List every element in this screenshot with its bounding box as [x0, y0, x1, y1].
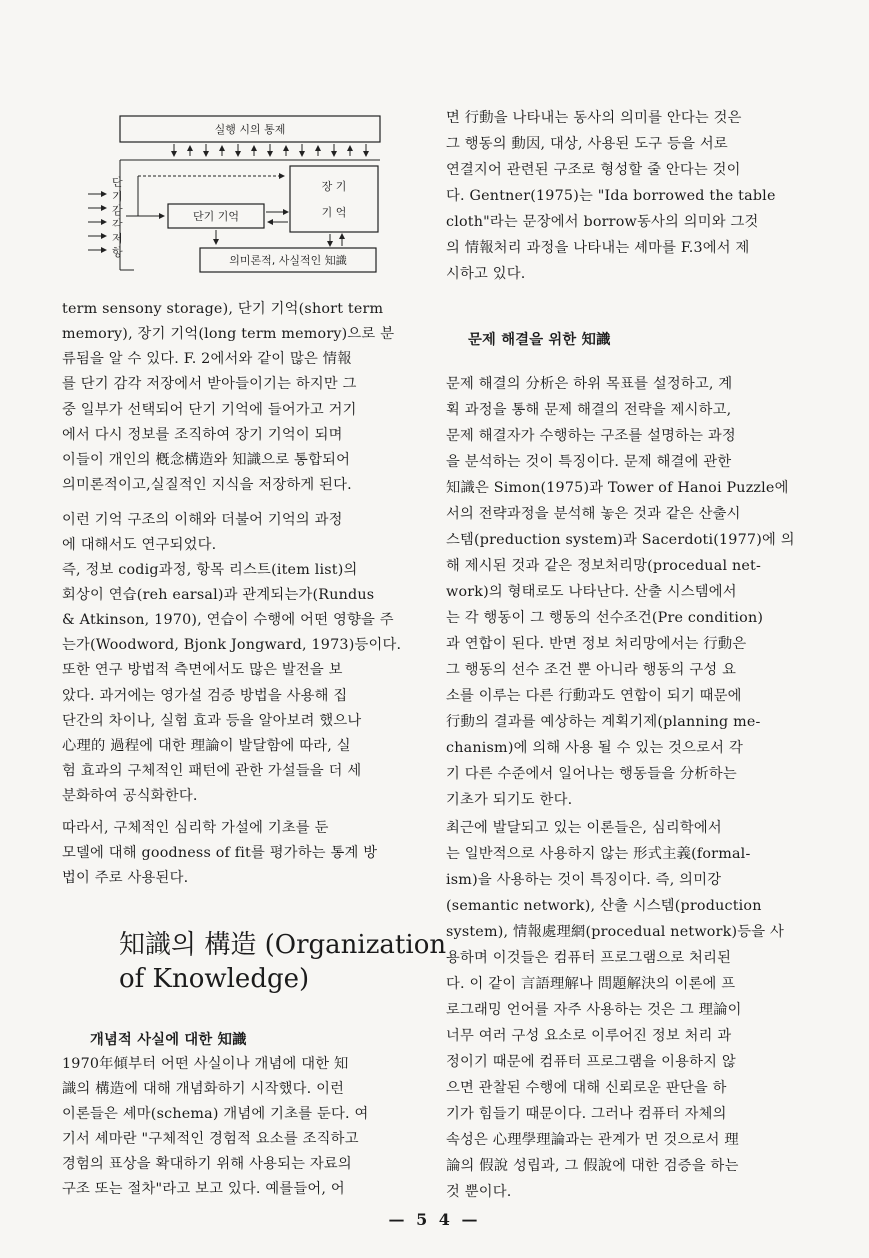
long-term-label-1: 장 기 — [321, 180, 347, 193]
left-line: 를 단기 감각 저장에서 받아들이기는 하지만 그 — [62, 376, 357, 392]
left-line: 험 효과의 구체적인 패턴에 관한 가설들을 더 세 — [62, 763, 362, 779]
sensory-char-4: 저 — [112, 232, 123, 245]
right-line: 과 연합이 된다. 반면 정보 처리망에서는 行動은 — [446, 636, 747, 652]
long-term-label-2: 기 억 — [321, 206, 347, 219]
right-line: 의 情報처리 과정을 나타내는 셰마를 F.3에서 제 — [446, 240, 750, 256]
left-line: 즉, 정보 codig과정, 항목 리스트(item list)의 — [62, 562, 358, 578]
right-line: 시하고 있다. — [446, 266, 526, 282]
right-line: 소를 이루는 다른 行動과도 연합이 되기 때문에 — [446, 688, 742, 704]
left-line: 구조 또는 절차"라고 보고 있다. 예를들어, 어 — [62, 1181, 345, 1197]
right-line: 문제 해결의 分析은 하위 목표를 설정하고, 계 — [446, 376, 733, 392]
right-line: 면 行動을 나타내는 동사의 의미를 안다는 것은 — [446, 110, 742, 126]
left-line: 류됨을 알 수 있다. F. 2에서와 같이 많은 情報 — [62, 351, 352, 367]
right-line: 다. 이 같이 言語理解나 問題解決의 이론에 프 — [446, 976, 736, 992]
left-line: 에서 다시 정보를 조직하여 장기 기억이 되며 — [62, 427, 343, 443]
left-line: 경험의 표상을 확대하기 위해 사용되는 자료의 — [62, 1156, 352, 1172]
left-line: 의미론적이고,실질적인 지식을 저장하게 된다. — [62, 477, 352, 493]
right-line: 行動의 결과를 예상하는 계획기제(planning me- — [446, 714, 761, 730]
sensory-char-5: 항 — [112, 246, 123, 259]
right-line: 해 제시된 것과 같은 정보처리망(procedual net- — [446, 558, 762, 574]
right-line: work)의 형태로도 나타난다. 산출 시스템에서 — [446, 584, 737, 600]
input-arrows — [88, 194, 106, 250]
right-line: ism)을 사용하는 것이 특징이다. 즉, 의미강 — [446, 872, 722, 888]
left-line: 또한 연구 방법적 측면에서도 많은 발전을 보 — [62, 662, 343, 678]
right-line: 너무 여러 구성 요소로 이루어진 정보 처리 과 — [446, 1028, 732, 1044]
sensory-char-0: 단 — [112, 176, 123, 189]
left-line: 心理的 過程에 대한 理論이 발달함에 따라, 실 — [62, 738, 351, 754]
left-line: 았다. 과거에는 영가설 검증 방법을 사용해 집 — [62, 688, 348, 704]
sensory-char-2: 감 — [112, 204, 123, 217]
left-line: memory), 장기 기억(long term memory)으로 분 — [62, 326, 395, 342]
section-title-line-2: of Knowledge) — [119, 964, 310, 994]
right-line: 는 일반적으로 사용하지 않는 形式主義(formal- — [446, 846, 751, 862]
left-line: 중 일부가 선택되어 단기 기억에 들어가고 거기 — [62, 402, 357, 418]
right-line: 서의 전략과정을 분석해 놓은 것과 같은 산출시 — [446, 506, 741, 522]
left-line: 이론들은 셰마(schema) 개념에 기초를 둔다. 여 — [62, 1106, 369, 1122]
right-line: system), 情報處理網(procedual network)등을 사 — [446, 924, 785, 940]
right-line: 는 각 행동이 그 행동의 선수조건(Pre condition) — [446, 610, 764, 626]
left-line: 따라서, 구체적인 심리학 가설에 기초를 둔 — [62, 820, 329, 836]
right-line: cloth"라는 문장에서 borrow동사의 의미와 그것 — [446, 214, 759, 230]
left-line: 단간의 차이나, 실험 효과 등을 알아보려 했으나 — [62, 713, 362, 729]
right-line: 知識은 Simon(1975)과 Tower of Hanoi Puzzle에 — [446, 480, 789, 496]
sensory-char-1: 기 — [112, 190, 123, 203]
left-line: term sensony storage), 단기 기억(short term — [62, 301, 384, 317]
right-line: 으면 관찰된 수행에 대해 신뢰로운 판단을 하 — [446, 1080, 727, 1096]
section-title-line-1: 知識의 構造 (Organization — [119, 930, 447, 960]
right-line: 문제 해결자가 수행하는 구조를 설명하는 과정 — [446, 428, 736, 444]
control-box-label: 실행 시의 통제 — [214, 123, 286, 136]
left-line: 기서 셰마란 "구체적인 경험적 요소를 조직하고 — [62, 1131, 359, 1147]
left-line: 는가(Woodword, Bjonk Jongward, 1973)등이다. — [62, 637, 402, 653]
subheading-problem-solving-knowledge: 문제 해결을 위한 知識 — [468, 332, 611, 348]
right-line: 것 뿐이다. — [446, 1184, 512, 1200]
sensory-char-3: 각 — [112, 218, 123, 231]
right-line: 최근에 발달되고 있는 이론들은, 심리학에서 — [446, 820, 722, 836]
left-line: 모델에 대해 goodness of fit를 평가하는 통계 방 — [62, 845, 378, 861]
subheading-conceptual-knowledge: 개념적 사실에 대한 知識 — [90, 1032, 247, 1048]
long-term-box — [290, 166, 378, 232]
page-number: — 5 4 — — [388, 1210, 481, 1229]
right-line: 그 행동의 선수 조건 뿐 아니라 행동의 구성 요 — [446, 662, 737, 678]
right-line: 스템(preduction system)과 Sacerdoti(1977)에 의 — [446, 532, 795, 548]
right-line: 을 분석하는 것이 특징이다. 문제 해결에 관한 — [446, 454, 732, 470]
short-term-label: 단기 기억 — [192, 210, 240, 223]
right-line: 정이기 때문에 컴퓨터 프로그램을 이용하지 않 — [446, 1054, 736, 1070]
left-line: 법이 주로 사용된다. — [62, 870, 189, 886]
left-line: 분화하여 공식화한다. — [62, 788, 198, 804]
right-line: 論의 假說 성립과, 그 假說에 대한 검증을 하는 — [446, 1158, 739, 1174]
right-line: 속성은 心理學理論과는 관계가 먼 것으로서 理 — [446, 1132, 739, 1148]
left-line: 회상이 연습(reh earsal)과 관계되는가(Rundus — [62, 587, 375, 603]
semantic-label: 의미론적, 사실적인 知識 — [229, 254, 347, 267]
right-line: 용하며 이것들은 컴퓨터 프로그램으로 처리된 — [446, 950, 732, 966]
left-line: 識의 構造에 대해 개념화하기 시작했다. 이런 — [62, 1081, 345, 1097]
right-line: 기가 힘들기 때문이다. 그러나 컴퓨터 자체의 — [446, 1106, 727, 1122]
left-line: 이들이 개인의 槪念構造와 知識으로 통합되어 — [62, 452, 351, 468]
left-line: & Atkinson, 1970), 연습이 수행에 어떤 영향을 주 — [62, 612, 394, 628]
right-line: 연결지어 관련된 구조로 형성할 줄 안다는 것이 — [446, 162, 741, 178]
control-arrows — [174, 144, 366, 156]
memory-structure-diagram — [84, 110, 384, 290]
left-line: 이런 기억 구조의 이해와 더불어 기억의 과정 — [62, 512, 343, 528]
right-line: 그 행동의 動因, 대상, 사용된 도구 등을 서로 — [446, 136, 728, 152]
right-line: chanism)에 의해 사용 될 수 있는 것으로서 각 — [446, 740, 743, 756]
left-line: 1970年傾부터 어떤 사실이나 개념에 대한 知 — [62, 1056, 349, 1072]
right-line: 로그래밍 언어를 자주 사용하는 것은 그 理論이 — [446, 1002, 742, 1018]
right-line: (semantic network), 산출 시스템(production — [446, 898, 762, 914]
right-line: 기초가 되기도 한다. — [446, 792, 573, 808]
right-line: 다. Gentner(1975)는 "Ida borrowed the table — [446, 188, 776, 204]
right-line: 기 다른 수준에서 일어나는 행동들을 分析하는 — [446, 766, 737, 782]
left-line: 에 대해서도 연구되었다. — [62, 537, 217, 553]
right-line: 획 과정을 통해 문제 해결의 전략을 제시하고, — [446, 402, 732, 418]
